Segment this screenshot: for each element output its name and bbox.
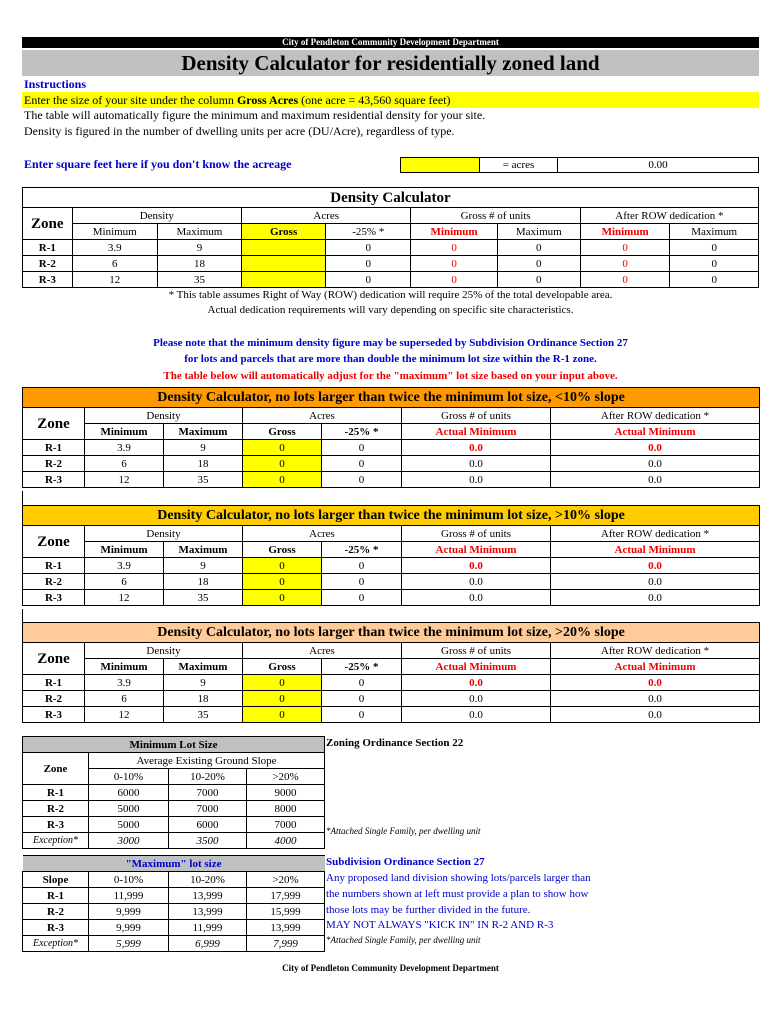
minus25-header: -25% * [322, 424, 402, 440]
gross-max-cell: 0 [497, 256, 580, 272]
value-cell: 13,999 [169, 888, 247, 904]
max-lot-text-2: the numbers shown at left must provide a plan to show how [326, 888, 589, 900]
actual-min-header: Actual Minimum [551, 424, 760, 440]
max-lot-col: >20% [247, 872, 325, 888]
sqft-label: Enter square feet here if you don't know the acreage [24, 157, 292, 171]
density-header: Density [85, 643, 243, 659]
value-cell: 5000 [89, 801, 169, 817]
table-row [23, 675, 760, 691]
minus25-header: -25% * [322, 542, 402, 558]
density-max-cell: 9 [164, 558, 243, 574]
gross-acres-cell: 0 [243, 440, 322, 456]
row-note-1: * This table assumes Right of Way (ROW) dedication will require 25% of the total developable area. [168, 289, 613, 301]
density-min-cell: 6 [85, 691, 164, 707]
after-min-cell: 0 [580, 272, 670, 288]
density-min-cell: 6 [85, 574, 164, 590]
gross-min-header: Minimum [411, 224, 497, 240]
instructions-line-2: The table will automatically figure the minimum and maximum residential density for your site. [24, 108, 486, 122]
value-cell: 6000 [169, 817, 247, 833]
gross-acres-cell: 0 [243, 590, 322, 606]
zone-cell: R-1 [23, 558, 85, 574]
min-header: Minimum [72, 224, 157, 240]
table-row [23, 272, 759, 288]
minimum-lot-size-table [22, 736, 325, 849]
density-min-cell: 12 [85, 590, 164, 606]
page-title: Density Calculator for residentially zoned land [22, 50, 759, 76]
zone-cell: R-1 [23, 785, 89, 801]
actual-min-header: Actual Minimum [402, 659, 551, 675]
after-min-cell: 0 [580, 240, 670, 256]
gross-header: Gross [243, 542, 322, 558]
value-cell: 6,999 [169, 936, 247, 952]
actual-min-gross-cell: 0.0 [402, 675, 551, 691]
gross-header: Gross [243, 659, 322, 675]
max-lot-col: 0-10% [89, 872, 169, 888]
zone-cell: R-2 [23, 691, 85, 707]
gross-max-cell: 0 [497, 272, 580, 288]
density-max-cell: 35 [164, 472, 243, 488]
density-max-cell: 35 [157, 272, 241, 288]
value-cell: 7,999 [247, 936, 325, 952]
after-row-header: After ROW dedication * [551, 408, 760, 424]
value-cell: 4000 [247, 833, 325, 849]
zone-cell: R-3 [23, 272, 73, 288]
actual-min-after-cell: 0.0 [551, 707, 760, 723]
density-min-cell: 3.9 [85, 440, 164, 456]
zone-cell: R-1 [23, 240, 73, 256]
gross-min-cell: 0 [411, 256, 497, 272]
max-lot-title: "Maximum" lot size [23, 856, 325, 872]
actual-min-after-cell: 0.0 [551, 574, 760, 590]
value-cell: 17,999 [247, 888, 325, 904]
actual-min-gross-cell: 0.0 [402, 707, 551, 723]
after-row-header: After ROW dedication * [580, 208, 758, 224]
acres-header: Acres [243, 408, 402, 424]
gross-units-header: Gross # of units [402, 408, 551, 424]
department-banner: City of Pendleton Community Development Department [22, 37, 759, 48]
sqft-input[interactable] [401, 158, 480, 172]
min-header: Minimum [85, 424, 164, 440]
table-row [23, 472, 760, 488]
slope-table-title: Density Calculator, no lots larger than twice the minimum lot size, <10% slope [23, 388, 760, 408]
density-calculator-table [22, 187, 759, 288]
table-row [23, 456, 760, 472]
after-max-cell: 0 [670, 256, 759, 272]
table-row [23, 440, 760, 456]
max-lot-text-3: those lots may be further divided in the future. [326, 904, 531, 916]
gross-max-header: Maximum [497, 224, 580, 240]
gross-units-header: Gross # of units [411, 208, 580, 224]
max-header: Maximum [164, 659, 243, 675]
actual-min-after-cell: 0.0 [551, 456, 760, 472]
value-cell: 5000 [89, 817, 169, 833]
gross-max-cell: 0 [497, 240, 580, 256]
actual-min-after-cell: 0.0 [551, 558, 760, 574]
actual-min-after-cell: 0.0 [551, 691, 760, 707]
max-lot-slope-header: Slope [23, 872, 89, 888]
notice-line-1: Please note that the minimum density figure may be superseded by Subdivision Ordinance Section 27 [153, 337, 628, 349]
density-min-cell: 3.9 [85, 675, 164, 691]
actual-min-gross-cell: 0.0 [402, 590, 551, 606]
density-max-cell: 18 [164, 574, 243, 590]
after-row-header: After ROW dedication * [551, 643, 760, 659]
table-row [23, 240, 759, 256]
notice-line-3: The table below will automatically adjust for the "maximum" lot size based on your input above. [163, 370, 618, 382]
min-lot-col: 0-10% [89, 769, 169, 785]
density-header: Density [72, 208, 241, 224]
value-cell: 7000 [169, 801, 247, 817]
instr-text: Enter the size of your site under the column [24, 93, 237, 107]
actual-min-gross-cell: 0.0 [402, 440, 551, 456]
table-row [23, 256, 759, 272]
minus25-header: -25% * [326, 224, 411, 240]
density-min-cell: 12 [72, 272, 157, 288]
calc-title: Density Calculator [23, 188, 759, 208]
density-min-cell: 12 [85, 472, 164, 488]
min-header: Minimum [85, 659, 164, 675]
actual-min-gross-cell: 0.0 [402, 558, 551, 574]
zone-cell: R-1 [23, 675, 85, 691]
minus25-cell: 0 [322, 691, 402, 707]
table-row [23, 920, 325, 936]
minus25-header: -25% * [322, 659, 402, 675]
minus25-cell: 0 [322, 675, 402, 691]
density-min-cell: 6 [72, 256, 157, 272]
density-max-cell: 9 [164, 675, 243, 691]
minus25-cell: 0 [322, 707, 402, 723]
actual-min-gross-cell: 0.0 [402, 691, 551, 707]
table-row [23, 558, 760, 574]
after-max-cell: 0 [670, 272, 759, 288]
zone-cell: R-1 [23, 440, 85, 456]
min-lot-zone-header: Zone [23, 753, 89, 785]
zone-cell: R-2 [23, 574, 85, 590]
minus25-cell: 0 [322, 472, 402, 488]
zone-cell: R-3 [23, 590, 85, 606]
divider [22, 609, 23, 624]
slope-density-table-1 [22, 387, 760, 488]
density-max-cell: 18 [157, 256, 241, 272]
value-cell: 8000 [247, 801, 325, 817]
sqft-converter [400, 157, 759, 173]
instructions-line-3: Density is figured in the number of dwelling units per acre (DU/Acre), regardless of type. [24, 124, 455, 138]
value-cell: 3000 [89, 833, 169, 849]
table-row [23, 590, 760, 606]
table-row [23, 833, 325, 849]
value-cell: 9,999 [89, 904, 169, 920]
value-cell: 9000 [247, 785, 325, 801]
gross-acres-cell: 0 [243, 691, 322, 707]
minus25-cell: 0 [322, 440, 402, 456]
gross-acres-input[interactable] [242, 272, 326, 288]
table-row [23, 574, 760, 590]
actual-min-after-cell: 0.0 [551, 675, 760, 691]
actual-min-header: Actual Minimum [402, 424, 551, 440]
gross-acres-cell: 0 [243, 456, 322, 472]
zone-cell: Exception* [23, 833, 89, 849]
minus25-cell: 0 [322, 590, 402, 606]
gross-header: Gross [243, 424, 322, 440]
actual-min-header: Actual Minimum [551, 542, 760, 558]
after-max-cell: 0 [670, 240, 759, 256]
table-row [23, 801, 325, 817]
zone-cell: R-2 [23, 256, 73, 272]
slope-density-table-2 [22, 505, 760, 606]
value-cell: 11,999 [169, 920, 247, 936]
actual-min-gross-cell: 0.0 [402, 574, 551, 590]
instr-text: (one acre = 43,560 square feet) [298, 93, 451, 107]
value-cell: 13,999 [169, 904, 247, 920]
value-cell: 7000 [247, 817, 325, 833]
minus25-cell: 0 [322, 456, 402, 472]
slope-table-title: Density Calculator, no lots larger than twice the minimum lot size, >20% slope [23, 623, 760, 643]
gross-min-cell: 0 [411, 272, 497, 288]
zone-cell: R-3 [23, 920, 89, 936]
gross-acres-input[interactable] [242, 256, 326, 272]
zone-cell: R-3 [23, 472, 85, 488]
density-min-cell: 12 [85, 707, 164, 723]
max-header: Maximum [164, 542, 243, 558]
density-max-cell: 9 [157, 240, 241, 256]
density-max-cell: 9 [164, 440, 243, 456]
acres-header: Acres [243, 526, 402, 542]
density-header: Density [85, 408, 243, 424]
max-lot-text-4: MAY NOT ALWAYS "KICK IN" IN R-2 AND R-3 [326, 919, 554, 931]
density-max-cell: 35 [164, 707, 243, 723]
row-note-2: Actual dedication requirements will vary depending on specific site characteristics. [207, 304, 574, 316]
density-min-cell: 3.9 [85, 558, 164, 574]
table-row [23, 817, 325, 833]
table-row [23, 707, 760, 723]
after-min-cell: 0 [580, 256, 670, 272]
zone-header: Zone [23, 526, 85, 558]
slope-density-table-3 [22, 622, 760, 723]
density-header: Density [85, 526, 243, 542]
after-row-header: After ROW dedication * [551, 526, 760, 542]
table-row [23, 904, 325, 920]
density-min-cell: 3.9 [72, 240, 157, 256]
max-lot-footnote: *Attached Single Family, per dwelling unit [326, 935, 481, 945]
gross-acres-cell: 0 [243, 558, 322, 574]
table-row [23, 936, 325, 952]
gross-acres-cell: 0 [243, 472, 322, 488]
zone-cell: R-1 [23, 888, 89, 904]
min-lot-title: Minimum Lot Size [23, 737, 325, 753]
max-lot-text-1: Any proposed land division showing lots/parcels larger than [326, 872, 591, 884]
zone-cell: R-2 [23, 456, 85, 472]
max-header: Maximum [157, 224, 241, 240]
minus25-cell: 0 [326, 272, 411, 288]
density-max-cell: 18 [164, 691, 243, 707]
min-lot-col: >20% [247, 769, 325, 785]
gross-units-header: Gross # of units [402, 643, 551, 659]
min-lot-subtitle: Average Existing Ground Slope [89, 753, 325, 769]
min-lot-footnote: *Attached Single Family, per dwelling unit [326, 826, 481, 836]
minus25-cell: 0 [322, 558, 402, 574]
min-header: Minimum [85, 542, 164, 558]
zone-cell: R-3 [23, 817, 89, 833]
value-cell: 7000 [169, 785, 247, 801]
acres-header: Acres [243, 643, 402, 659]
table-row [23, 691, 760, 707]
actual-min-after-cell: 0.0 [551, 590, 760, 606]
actual-min-header: Actual Minimum [551, 659, 760, 675]
gross-acres-cell: 0 [243, 707, 322, 723]
actual-min-gross-cell: 0.0 [402, 456, 551, 472]
acres-header: Acres [242, 208, 411, 224]
maximum-lot-size-table [22, 855, 325, 952]
density-max-cell: 35 [164, 590, 243, 606]
min-lot-col: 10-20% [169, 769, 247, 785]
gross-units-header: Gross # of units [402, 526, 551, 542]
notice-line-2: for lots and parcels that are more than double the minimum lot size within the R-1 zone. [184, 353, 597, 365]
subdivision-ordinance-ref: Subdivision Ordinance Section 27 [326, 856, 485, 868]
value-cell: 15,999 [247, 904, 325, 920]
after-min-header: Minimum [580, 224, 670, 240]
max-lot-col: 10-20% [169, 872, 247, 888]
gross-min-cell: 0 [411, 240, 497, 256]
zoning-ordinance-ref: Zoning Ordinance Section 22 [326, 737, 464, 749]
value-cell: 3500 [169, 833, 247, 849]
value-cell: 11,999 [89, 888, 169, 904]
actual-min-header: Actual Minimum [402, 542, 551, 558]
instructions-line-1 [22, 92, 759, 108]
density-min-cell: 6 [85, 456, 164, 472]
minus25-cell: 0 [326, 240, 411, 256]
zone-cell: R-3 [23, 707, 85, 723]
max-header: Maximum [164, 424, 243, 440]
acres-result: 0.00 [648, 159, 668, 171]
density-max-cell: 18 [164, 456, 243, 472]
actual-min-gross-cell: 0.0 [402, 472, 551, 488]
value-cell: 9,999 [89, 920, 169, 936]
value-cell: 6000 [89, 785, 169, 801]
acres-equals-label: = acres [480, 158, 558, 172]
table-row [23, 888, 325, 904]
gross-acres-cell: 0 [243, 675, 322, 691]
zone-header: Zone [23, 408, 85, 440]
actual-min-after-cell: 0.0 [551, 440, 760, 456]
zone-cell: R-2 [23, 904, 89, 920]
zone-cell: Exception* [23, 936, 89, 952]
zone-cell: R-2 [23, 801, 89, 817]
minus25-cell: 0 [322, 574, 402, 590]
actual-min-after-cell: 0.0 [551, 472, 760, 488]
zone-header: Zone [23, 208, 73, 240]
value-cell: 5,999 [89, 936, 169, 952]
minus25-cell: 0 [326, 256, 411, 272]
footer: City of Pendleton Community Development Department [282, 963, 499, 973]
gross-header: Gross [242, 224, 326, 240]
zone-header: Zone [23, 643, 85, 675]
after-max-header: Maximum [670, 224, 759, 240]
gross-acres-cell: 0 [243, 574, 322, 590]
gross-acres-input[interactable] [242, 240, 326, 256]
slope-table-title: Density Calculator, no lots larger than twice the minimum lot size, >10% slope [23, 506, 760, 526]
instructions-heading: Instructions [24, 77, 87, 91]
instr-bold: Gross Acres [236, 93, 299, 107]
value-cell: 13,999 [247, 920, 325, 936]
table-row [23, 785, 325, 801]
divider [22, 491, 23, 506]
